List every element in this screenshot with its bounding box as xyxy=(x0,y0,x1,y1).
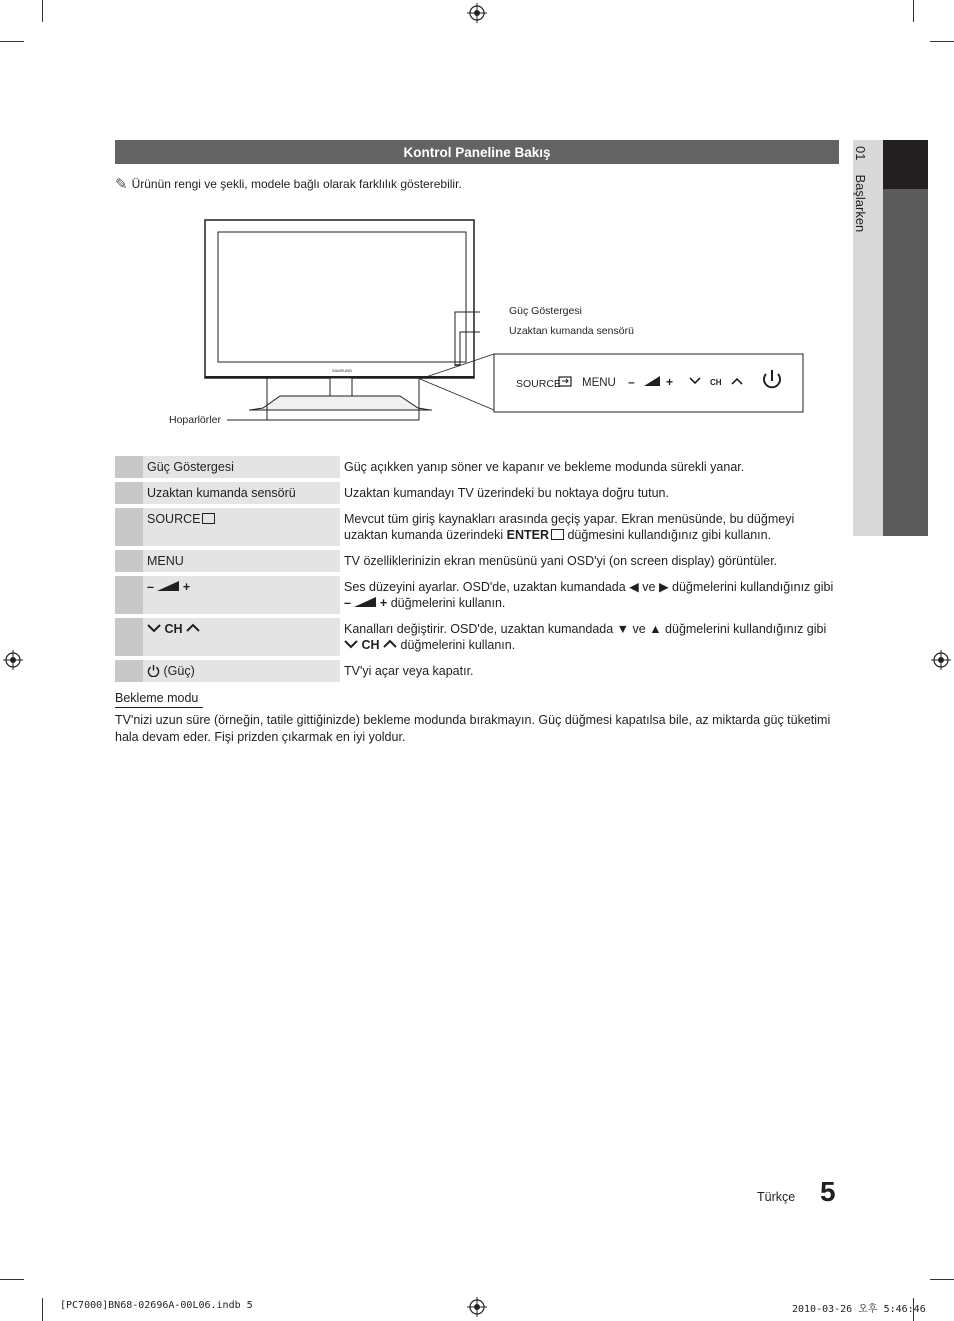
crop-mark xyxy=(930,41,954,42)
row-name: CH xyxy=(143,618,340,656)
source-label: SOURCE xyxy=(147,512,201,526)
crop-mark xyxy=(42,1298,43,1321)
row-desc: Kanalları değiştirir. OSD'de, uzaktan kumandada ▼ ve ▲ düğmelerini kullandığınız gibi CH düğmelerini kullanın. xyxy=(340,618,839,656)
row-name: – + xyxy=(143,576,340,614)
footer-file-info: [PC7000]BN68-02696A-00L06.indb 5 xyxy=(60,1300,253,1311)
row-name: Güç Göstergesi xyxy=(143,456,340,478)
row-name: (Güç) xyxy=(143,660,340,682)
volume-icon xyxy=(157,581,179,591)
vol-minus-button: – xyxy=(628,375,635,389)
vol-plus-button: + xyxy=(666,375,674,389)
row-desc: TV özelliklerinizin ekran menüsünü yani OSD'yi (on screen display) görüntüler. xyxy=(340,550,839,572)
tv-stand-neck xyxy=(330,378,352,398)
side-tab-label xyxy=(853,146,868,246)
row-desc: Ses düzeyini ayarlar. OSD'de, uzaktan kumandada ◀ ve ▶ düğmelerini kullandığınız gibi – + düğmelerini kullanın. xyxy=(340,576,839,614)
volume-icon xyxy=(354,597,376,607)
chevron-up-icon xyxy=(186,623,200,633)
row-desc: Güç açıkken yanıp söner ve kapanır ve bekleme modunda sürekli yanar. xyxy=(340,456,839,478)
tv-stand-base xyxy=(250,396,430,410)
crop-mark xyxy=(930,1279,954,1280)
chapter-title: Başlarken xyxy=(853,174,868,233)
row-name: MENU xyxy=(143,550,340,572)
note-text: Ürünün rengi ve şekli, modele bağlı olarak farklılık gösterebilir. xyxy=(131,177,462,191)
chapter-number: 01 xyxy=(853,146,868,161)
ch-label: CH xyxy=(710,378,722,387)
crop-mark xyxy=(0,41,24,42)
note xyxy=(115,175,462,193)
power-indicator-label: Güç Göstergesi xyxy=(509,305,582,317)
crop-mark xyxy=(913,0,914,22)
footer-date: 2010-03-26 오후 5:46:46 xyxy=(792,1304,926,1315)
chevron-down-icon xyxy=(147,623,161,633)
side-tab-dark xyxy=(883,140,928,536)
registration-mark-icon xyxy=(467,3,487,23)
registration-mark-icon xyxy=(467,1297,487,1317)
brand-logo: SAMSUNG xyxy=(331,368,353,373)
table-row xyxy=(115,576,839,614)
speakers-label: Hoparlörler xyxy=(169,414,221,426)
standby-title: Bekleme modu xyxy=(115,691,203,708)
remote-sensor-label: Uzaktan kumanda sensörü xyxy=(509,325,634,337)
table-row xyxy=(115,660,839,682)
chevron-down-icon xyxy=(344,639,358,649)
table-row xyxy=(115,550,839,572)
tv-diagram xyxy=(150,210,830,440)
section-title: Kontrol Paneline Bakış xyxy=(115,140,839,164)
enter-icon xyxy=(551,529,564,540)
table-row xyxy=(115,456,839,478)
registration-mark-icon xyxy=(3,650,23,670)
enter-label: ENTER xyxy=(506,528,549,542)
row-name xyxy=(143,508,340,546)
footer-language: Türkçe xyxy=(757,1190,796,1204)
crop-mark xyxy=(0,1279,24,1280)
page-number: 5 xyxy=(820,1176,836,1207)
row-desc: TV'yi açar veya kapatır. xyxy=(340,660,839,682)
row-name: Uzaktan kumanda sensörü xyxy=(143,482,340,504)
pencil-note-icon: ✎ xyxy=(115,176,128,193)
enter-icon xyxy=(202,513,215,524)
side-tab-marker xyxy=(883,140,928,189)
crop-mark xyxy=(42,0,43,22)
source-button: SOURCE xyxy=(516,378,561,390)
row-desc: Mevcut tüm giriş kaynakları arasında geçiş yapar. Ekran menüsünde, bu düğmeyi uzaktan kumanda üzerindeki ENTER düğmesini kullandığınız gibi kullanın. xyxy=(340,508,839,546)
power-icon xyxy=(147,664,160,677)
tv-screen xyxy=(218,232,466,362)
registration-mark-icon xyxy=(931,650,951,670)
table-row xyxy=(115,508,839,546)
table-row xyxy=(115,482,839,504)
control-panel-table xyxy=(115,452,839,686)
chevron-up-icon xyxy=(383,639,397,649)
table-row xyxy=(115,618,839,656)
row-desc: Uzaktan kumandayı TV üzerindeki bu noktaya doğru tutun. xyxy=(340,482,839,504)
standby-text: TV'nizi uzun süre (örneğin, tatile gittiğinizde) bekleme modunda bırakmayın. Güç düğmesi kapatılsa bile, az miktarda güç tüketimi hala devam eder. Fişi prizden çıkarmak en iyi yoldur. xyxy=(115,713,831,744)
menu-button: MENU xyxy=(582,377,616,389)
